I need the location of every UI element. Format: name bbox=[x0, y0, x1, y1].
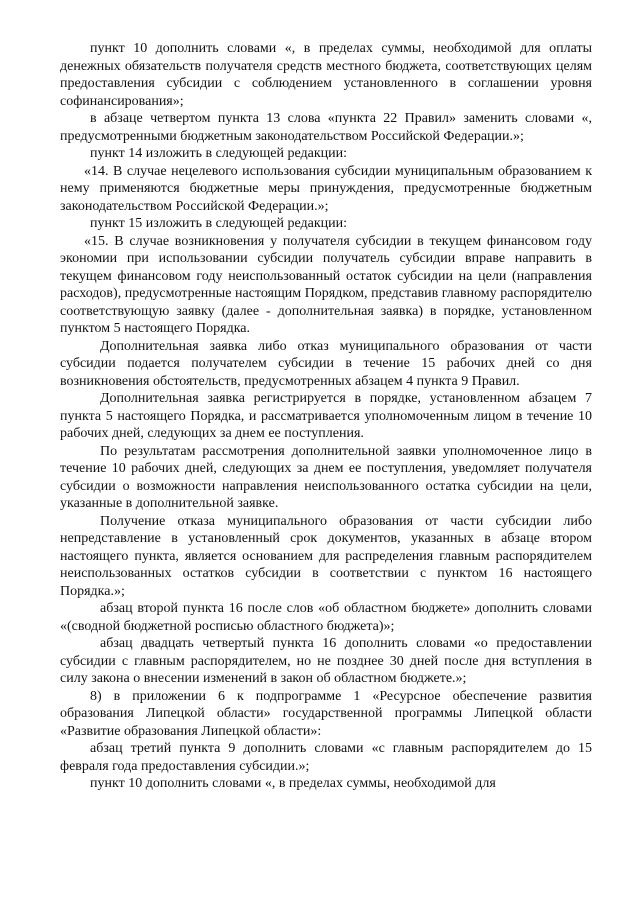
paragraph-3: пункт 14 изложить в следующей редакции: bbox=[90, 146, 347, 161]
paragraph-7: Дополнительная заявка либо отказ муниципального образования от части субсидии подается получателем субсидии в течение 15 рабочих дней со дня возникновения обстоятельств, предусмотренных абзацем 4 пункта 9 Правил. bbox=[60, 338, 592, 389]
paragraph-10: Получение отказа муниципального образования от части субсидии либо непредставление в установленный срок документов, указанных в абзаце втором настоящего пункта, является основанием для распределения главным распорядителем неиспользованных остатков субсидии в соответствии с пунктом 16 настоящего Порядка.»; bbox=[60, 513, 592, 599]
paragraph-2: в абзаце четвертом пункта 13 слова «пункта 22 Правил» заменить словами «, предусмотренными бюджетным законодательством Российской Федерации.»; bbox=[60, 111, 592, 144]
paragraph-12: абзац двадцать четвертый пункта 16 дополнить словами «о предоставлении субсидии с главным распорядителем, но не позднее 30 дней после дня вступления в силу закона о внесении изменений в закон об областном бюджете.»; bbox=[60, 636, 592, 686]
paragraph-8: Дополнительная заявка регистрируется в порядке, установленном абзацем 7 пункта 5 настоящего Порядка, и рассматривается уполномоченным лицом в течение 10 рабочих дней, следующих за днем ее поступления. bbox=[60, 391, 592, 441]
paragraph-5: пункт 15 изложить в следующей редакции: bbox=[90, 216, 347, 231]
paragraph-6: «15. В случае возникновения у получателя субсидии в текущем финансовом году экономии при использовании субсидии получатель субсидии вправе направить в текущем финансовом году неиспользованный остаток субсидии на цели (направления расходов), предусмотренные настоящим Порядком, представив главному распорядителю соответствующую заявку (далее - дополнительная заявка) в порядке, установленном пунктом 5 настоящего Порядка. bbox=[60, 233, 592, 336]
paragraph-9: По результатам рассмотрения дополнительной заявки уполномоченное лицо в течение 10 рабочих дней, следующих за днем ее поступления, уведомляет получателя субсидии о возможности направления неиспользованного остатка субсидии на цели, указанные в дополнительной заявке. bbox=[60, 443, 592, 511]
paragraph-1: пункт 10 дополнить словами «, в пределах суммы, необходимой для оплаты денежных обязательств получателя средств местного бюджета, соответствующих целям предоставления субсидии с соблюдением установленного в соглашении уровня софинансирования»; bbox=[60, 41, 592, 109]
paragraph-14: абзац третий пункта 9 дополнить словами «с главным распорядителем до 15 февраля года предоставления субсидии.»; bbox=[60, 741, 592, 774]
paragraph-4: «14. В случае нецелевого использования субсидии муниципальным образованием к нему применяются бюджетные меры принуждения, предусмотренные бюджетным законодательством Российской Федерации.»; bbox=[60, 163, 592, 214]
paragraph-11: абзац второй пункта 16 после слов «об областном бюджете» дополнить словами «(сводной бюджетной росписью областного бюджета)»; bbox=[60, 601, 592, 634]
paragraph-15: пункт 10 дополнить словами «, в пределах суммы, необходимой для bbox=[90, 776, 496, 791]
paragraph-13: 8) в приложении 6 к подпрограмме 1 «Ресурсное обеспечение развития образования Липецкой области» государственной программы Липецкой области «Развитие образования Липецкой области»: bbox=[60, 688, 592, 739]
